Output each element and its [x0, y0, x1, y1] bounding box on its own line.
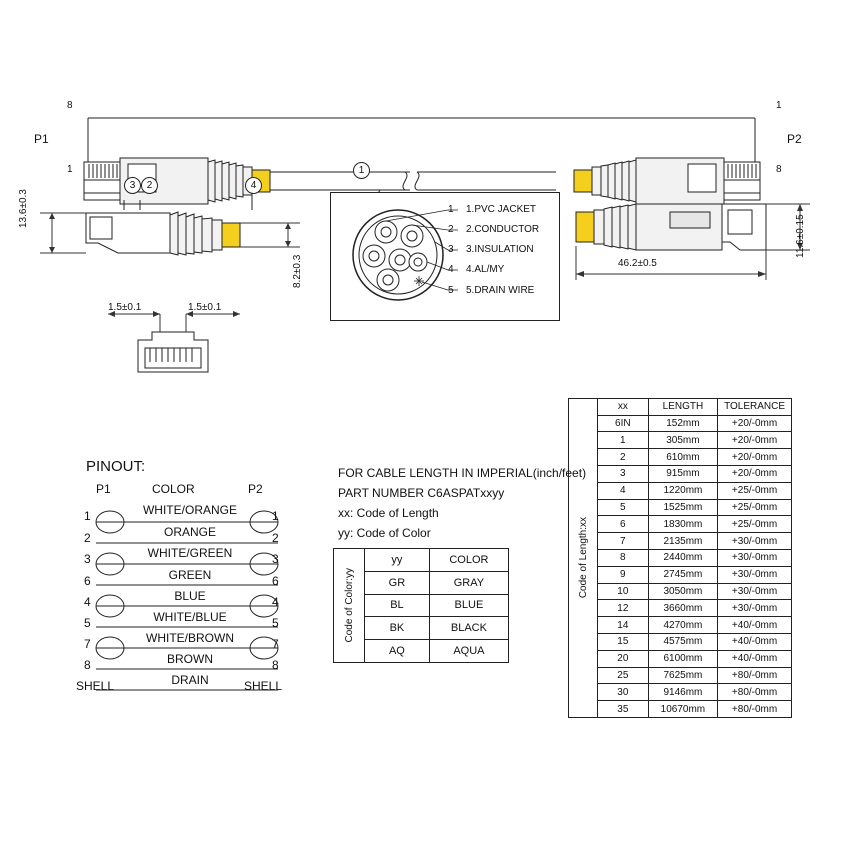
- length-cell-code-8: 8: [598, 550, 648, 567]
- length-cell-len-8: 2440mm: [648, 550, 717, 567]
- pinout-row-p1-0: 1: [84, 509, 91, 523]
- length-cell-tol-7: +30/-0mm: [718, 533, 791, 550]
- length-cell-code-7: 7: [598, 533, 648, 550]
- p2-pin-8: 8: [776, 164, 782, 175]
- cross-item-num-3: 3: [448, 244, 454, 255]
- note-line-3: xx: Code of Length: [338, 506, 439, 520]
- length-cell-tol-15: +80/-0mm: [718, 667, 791, 684]
- color-cell-name-1: BLUE: [429, 594, 508, 617]
- length-cell-tol-9: +30/-0mm: [718, 566, 791, 583]
- balloon-2: 2: [141, 175, 158, 194]
- length-cell-len-10: 3050mm: [648, 583, 717, 600]
- pinout-row-color-5: WHITE/BLUE: [153, 610, 227, 624]
- table-row: [598, 466, 791, 483]
- length-cell-len-7: 2135mm: [648, 533, 717, 550]
- length-cell-len-6: 1830mm: [648, 516, 717, 533]
- length-cell-tol-1: +20/-0mm: [718, 432, 791, 449]
- table-row: [598, 415, 791, 432]
- dim-plug-height: 13.6±0.3: [18, 189, 29, 228]
- length-cell-len-17: 10670mm: [648, 701, 717, 717]
- length-cell-len-13: 4575mm: [648, 634, 717, 651]
- pinout-row-p2-0: 1: [272, 509, 279, 523]
- length-cell-len-4: 1220mm: [648, 482, 717, 499]
- pinout-row-color-0: WHITE/ORANGE: [142, 503, 237, 517]
- length-cell-tol-10: +30/-0mm: [718, 583, 791, 600]
- length-cell-len-14: 6100mm: [648, 650, 717, 667]
- table-row: [598, 482, 791, 499]
- cross-item-num-4: 4: [448, 264, 454, 275]
- length-cell-tol-6: +25/-0mm: [718, 516, 791, 533]
- color-cell-name-2: BLACK: [429, 617, 508, 640]
- length-cell-len-2: 610mm: [648, 449, 717, 466]
- length-cell-code-9: 9: [598, 566, 648, 583]
- pinout-col-p2: P2: [248, 482, 263, 496]
- table-row: [598, 701, 791, 717]
- pinout-row-color-6: WHITE/BROWN: [146, 631, 234, 645]
- p2-pin-1: 1: [776, 100, 782, 111]
- length-cell-len-9: 2745mm: [648, 566, 717, 583]
- dim-latch-left: 1.5±0.1: [108, 302, 142, 313]
- p1-label: P1: [34, 132, 49, 146]
- table-row: [598, 499, 791, 516]
- length-cell-code-2: 2: [598, 449, 648, 466]
- color-table-side-label: Code of Color:yy: [343, 568, 355, 643]
- p1-pin-8: 8: [67, 100, 73, 111]
- table-row: [598, 634, 791, 651]
- pinout-row-p1-8: SHELL: [76, 679, 115, 693]
- table-row: [598, 684, 791, 701]
- color-th-color: COLOR: [429, 549, 508, 571]
- length-cell-code-15: 25: [598, 667, 648, 684]
- length-cell-tol-11: +30/-0mm: [718, 600, 791, 617]
- table-row: [365, 617, 508, 640]
- pinout-row-p2-5: 5: [272, 616, 279, 630]
- length-cell-len-5: 1525mm: [648, 499, 717, 516]
- table-row: [598, 617, 791, 634]
- balloon-3: 3: [124, 175, 141, 194]
- p2-label: P2: [787, 132, 802, 146]
- pinout-row-p2-2: 3: [272, 552, 279, 566]
- length-cell-code-14: 20: [598, 650, 648, 667]
- length-code-table: [598, 399, 791, 717]
- pinout-row-p1-6: 7: [84, 637, 91, 651]
- length-cell-code-17: 35: [598, 701, 648, 717]
- table-row: [598, 550, 791, 567]
- pinout-row-color-8: DRAIN: [171, 673, 209, 687]
- table-row: [598, 533, 791, 550]
- table-row: [365, 571, 508, 594]
- note-line-1: FOR CABLE LENGTH IN IMPERIAL(inch/feet): [338, 466, 587, 480]
- table-row: [365, 640, 508, 662]
- length-cell-code-12: 14: [598, 617, 648, 634]
- length-cell-tol-14: +40/-0mm: [718, 650, 791, 667]
- length-cell-code-10: 10: [598, 583, 648, 600]
- table-row: [598, 667, 791, 684]
- cross-item-label-5: 5.DRAIN WIRE: [466, 285, 535, 296]
- color-cell-code-0: GR: [365, 571, 429, 594]
- table-row: [598, 516, 791, 533]
- table-row: [598, 600, 791, 617]
- color-cell-code-1: BL: [365, 594, 429, 617]
- cross-item-label-4: 4.AL/MY: [466, 264, 505, 275]
- length-cell-tol-12: +40/-0mm: [718, 617, 791, 634]
- pinout-row-p2-7: 8: [272, 658, 279, 672]
- length-cell-code-16: 30: [598, 684, 648, 701]
- length-cell-code-6: 6: [598, 516, 648, 533]
- cross-item-num-5: 5: [448, 285, 454, 296]
- dim-plug-width: 11.6±0.15: [795, 214, 806, 258]
- cross-item-label-2: 2.CONDUCTOR: [466, 224, 540, 235]
- pinout-row-p1-5: 5: [84, 616, 91, 630]
- length-th-length: LENGTH: [648, 399, 717, 415]
- pinout-heading: PINOUT:: [86, 458, 146, 475]
- color-th-yy: yy: [365, 549, 429, 571]
- pinout-row-p2-4: 4: [272, 595, 279, 609]
- pinout-row-p2-1: 2: [272, 531, 279, 545]
- table-row: [598, 432, 791, 449]
- length-cell-len-0: 152mm: [648, 415, 717, 432]
- length-cell-tol-4: +25/-0mm: [718, 482, 791, 499]
- balloon-4: 4: [245, 175, 262, 194]
- pinout-row-p2-3: 6: [272, 574, 279, 588]
- color-cell-name-0: GRAY: [429, 571, 508, 594]
- table-row: [598, 650, 791, 667]
- cross-item-num-1: 1: [448, 204, 454, 215]
- pinout-row-color-2: WHITE/GREEN: [147, 546, 233, 560]
- pinout-row-color-3: GREEN: [168, 568, 212, 582]
- pinout-row-p1-7: 8: [84, 658, 91, 672]
- pinout-col-p1: P1: [96, 482, 111, 496]
- cross-item-label-1: 1.PVC JACKET: [466, 204, 537, 215]
- length-cell-tol-17: +80/-0mm: [718, 701, 791, 717]
- pinout-row-p2-8: SHELL: [244, 679, 283, 693]
- pinout-row-p1-1: 2: [84, 531, 91, 545]
- length-cell-tol-0: +20/-0mm: [718, 415, 791, 432]
- length-cell-tol-3: +20/-0mm: [718, 466, 791, 483]
- length-cell-code-4: 4: [598, 482, 648, 499]
- length-cell-code-13: 15: [598, 634, 648, 651]
- pinout-row-p1-3: 6: [84, 574, 91, 588]
- length-cell-code-3: 3: [598, 466, 648, 483]
- table-row: [598, 566, 791, 583]
- table-row: [365, 594, 508, 617]
- length-cell-code-11: 12: [598, 600, 648, 617]
- length-cell-len-12: 4270mm: [648, 617, 717, 634]
- pinout-row-color-7: BROWN: [167, 652, 213, 666]
- balloon-1-cable: 1: [353, 160, 370, 179]
- length-cell-len-16: 9146mm: [648, 684, 717, 701]
- length-th-xx: xx: [598, 399, 648, 415]
- plug-side-view: [0, 195, 320, 305]
- pinout-row-p1-4: 4: [84, 595, 91, 609]
- length-cell-tol-5: +25/-0mm: [718, 499, 791, 516]
- note-line-2: PART NUMBER C6ASPATxxyy: [338, 486, 505, 500]
- table-row: [598, 449, 791, 466]
- length-cell-tol-2: +20/-0mm: [718, 449, 791, 466]
- color-cell-code-3: AQ: [365, 640, 429, 662]
- color-cell-code-2: BK: [365, 617, 429, 640]
- length-cell-code-0: 6IN: [598, 415, 648, 432]
- color-code-table: [365, 549, 508, 662]
- length-cell-len-11: 3660mm: [648, 600, 717, 617]
- table-row: [598, 583, 791, 600]
- dim-plug-length: 46.2±0.5: [618, 258, 657, 269]
- pinout-row-p1-2: 3: [84, 552, 91, 566]
- length-cell-tol-16: +80/-0mm: [718, 684, 791, 701]
- dim-latch-right: 1.5±0.1: [188, 302, 222, 313]
- dim-boot-height: 8.2±0.3: [292, 254, 303, 288]
- length-th-tolerance: TOLERANCE: [718, 399, 791, 415]
- color-cell-name-3: AQUA: [429, 640, 508, 662]
- p1-pin-1: 1: [67, 164, 73, 175]
- pinout-row-color-1: ORANGE: [163, 525, 216, 539]
- cross-item-label-3: 3.INSULATION: [466, 244, 534, 255]
- length-cell-len-15: 7625mm: [648, 667, 717, 684]
- length-cell-tol-8: +30/-0mm: [718, 550, 791, 567]
- length-cell-tol-13: +40/-0mm: [718, 634, 791, 651]
- cross-item-num-2: 2: [448, 224, 454, 235]
- length-cell-code-1: 1: [598, 432, 648, 449]
- length-cell-len-3: 915mm: [648, 466, 717, 483]
- pinout-col-color: COLOR: [152, 482, 195, 496]
- length-table-side-label: Code of Length:xx: [577, 517, 589, 599]
- length-cell-len-1: 305mm: [648, 432, 717, 449]
- pinout-row-p2-6: 7: [272, 637, 279, 651]
- color-code-table-block: [333, 548, 509, 663]
- length-code-table-block: [568, 398, 792, 718]
- pinout-row-color-4: BLUE: [174, 589, 206, 603]
- length-cell-code-5: 5: [598, 499, 648, 516]
- note-line-4: yy: Code of Color: [338, 526, 431, 540]
